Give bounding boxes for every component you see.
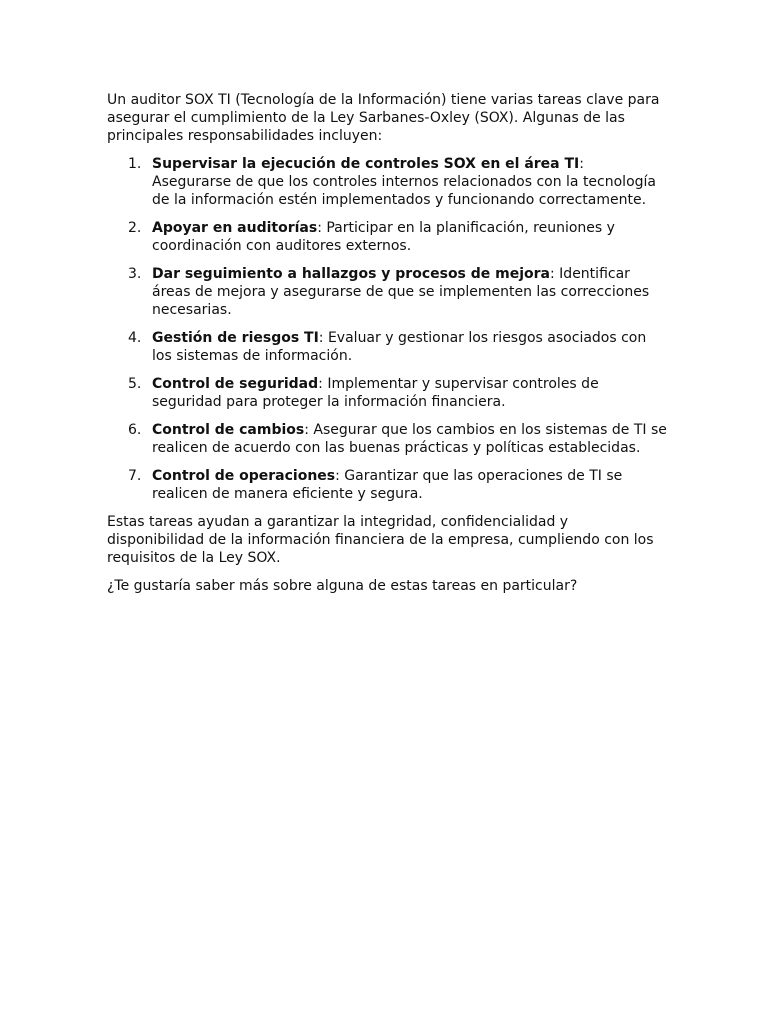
list-item [107,467,667,503]
list-number: 3. [128,266,142,282]
conclusion-paragraph: Estas tareas ayudan a garantizar la integridad, confidencialidad y disponibilidad de la información financiera de la empresa, cumpliendo con los requisitos de la Ley SOX. [107,514,654,566]
task-title: Control de cambios [152,422,305,438]
question-paragraph: ¿Te gustaría saber más sobre alguna de estas tareas en particular? [107,578,578,594]
list-number: 4. [128,330,142,346]
task-title: Gestión de riesgos TI [152,330,319,346]
task-list [107,155,667,503]
task-description: : Garantizar que las operaciones de TI se realicen de manera eficiente y segura. [152,468,623,502]
list-number: 1. [128,156,142,172]
task-description: : Asegurarse de que los controles internos relacionados con la tecnología de la información estén implementados y funcionando correctamente. [152,156,656,208]
intro-paragraph: Un auditor SOX TI (Tecnología de la Información) tiene varias tareas clave para asegurar el cumplimiento de la Ley Sarbanes-Oxley (SOX). Algunas de las principales responsabilidades incluyen: [107,92,660,144]
list-item [107,265,667,319]
list-item [107,375,667,411]
task-description: : Asegurar que los cambios en los sistemas de TI se realicen de acuerdo con las buenas prácticas y políticas establecidas. [152,422,667,456]
task-title: Control de operaciones [152,468,336,484]
list-number: 5. [128,376,142,392]
task-description: : Identificar áreas de mejora y asegurarse de que se implementen las correcciones necesarias. [152,266,650,318]
list-item [107,329,667,365]
list-number: 6. [128,422,142,438]
task-title: Control de seguridad [152,376,319,392]
list-item [107,421,667,457]
task-description: : Participar en la planificación, reuniones y coordinación con auditores externos. [152,220,615,254]
list-item [107,219,667,255]
document-body [107,91,667,605]
list-item [107,155,667,209]
task-description: : Evaluar y gestionar los riesgos asociados con los sistemas de información. [152,330,647,364]
task-title: Apoyar en auditorías [152,220,318,236]
list-number: 7. [128,468,142,484]
task-title: Supervisar la ejecución de controles SOX en el área TI [152,156,580,172]
list-number: 2. [128,220,142,236]
task-title: Dar seguimiento a hallazgos y procesos de mejora [152,266,551,282]
task-description: : Implementar y supervisar controles de seguridad para proteger la información financiera. [152,376,599,410]
